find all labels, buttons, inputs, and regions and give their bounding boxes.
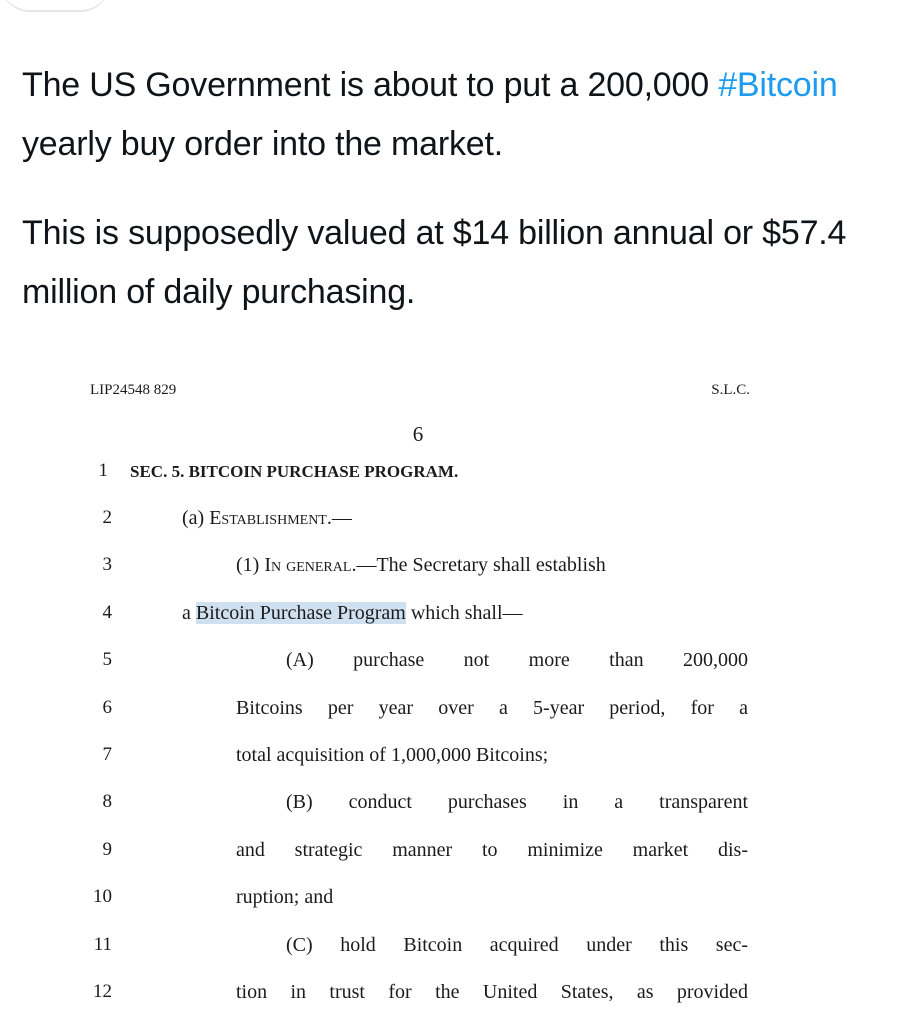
line-number: 4 (102, 602, 112, 623)
document-line (0, 697, 902, 727)
line-number: 1 (98, 460, 108, 481)
document-line (0, 649, 902, 679)
document-line (0, 981, 902, 1011)
post-text (22, 56, 882, 322)
line-number: 9 (102, 839, 112, 860)
document-line (0, 602, 902, 632)
line-text: (1) In general.—The Secretary shall establish (236, 554, 606, 576)
line-number: 8 (102, 791, 112, 812)
highlighted-phrase: Bitcoin Purchase Program (195, 602, 406, 624)
line-number: 10 (93, 886, 112, 907)
section-heading: SEC. 5. BITCOIN PURCHASE PROGRAM. (130, 462, 459, 481)
document-id: LIP24548 829 (90, 382, 177, 398)
document-line (0, 791, 902, 821)
line-number: 2 (102, 507, 112, 528)
line-number: 12 (93, 981, 112, 1002)
line-number: 5 (102, 649, 112, 670)
document-line (0, 744, 902, 774)
line-text: (C) hold Bitcoin acquired under this sec- (286, 934, 748, 956)
bill-document-image (0, 360, 902, 1024)
line-number: 11 (93, 934, 112, 955)
post-paragraph-2: This is supposedly valued at $14 billion annual or $57.4 million of daily purchasing. (22, 214, 847, 311)
line-text: a Bitcoin Purchase Program which shall— (182, 602, 523, 624)
document-line (0, 460, 902, 490)
post-paragraph-1: The US Government is about to put a 200,000 #Bitcoin yearly buy order into the market. (22, 66, 838, 163)
line-text: (A) purchase not more than 200,000 (286, 649, 748, 671)
line-text: total acquisition of 1,000,000 Bitcoins; (236, 744, 549, 766)
document-line (0, 839, 902, 869)
line-number: 6 (102, 697, 112, 718)
document-code: S.L.C. (711, 382, 750, 398)
document-page-number: 6 (412, 422, 424, 446)
previous-post-avatar-edge (0, 0, 110, 12)
line-text: and strategic manner to minimize market dis- (236, 839, 748, 861)
bitcoin-hashtag-link[interactable]: #Bitcoin (718, 66, 838, 104)
line-text: (a) Establishment.— (182, 507, 352, 529)
line-number: 7 (102, 744, 112, 765)
document-line (0, 886, 902, 916)
line-text: (B) conduct purchases in a transparent (286, 791, 748, 813)
document-line (0, 554, 902, 584)
document-line (0, 934, 902, 964)
line-text: Bitcoins per year over a 5-year period, for a (236, 697, 748, 719)
line-text: ruption; and (236, 886, 334, 908)
document-line (0, 507, 902, 537)
line-text: tion in trust for the United States, as provided (236, 981, 748, 1003)
line-number: 3 (102, 554, 112, 575)
